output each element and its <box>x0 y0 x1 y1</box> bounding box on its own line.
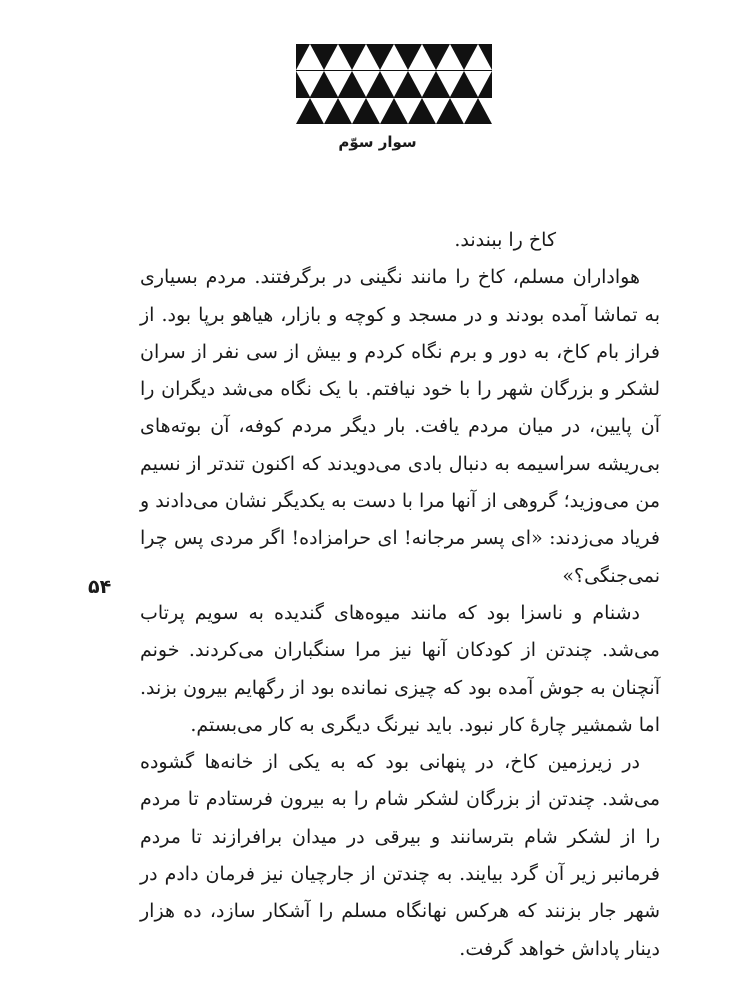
body-text <box>140 222 660 968</box>
chapter-title: سوار سوّم <box>338 133 417 151</box>
paragraph: در زیرزمین کاخ، در پنهانی بود که به یکی از خانه‌ها گشوده می‌شد. چندتن از بزرگان لشکر شام را به بیرون فرستادم تا مردم را از لشکر شام بترسانند و بیرقی در میدان برافرازند تا مردم فرمانبر زیر آن گرد بیایند. به چندتن از جارچیان نیز فرمان دادم در شهر جار بزنند که هرکس نهانگاه مسلم را آشکار سازد، ده هزار دینار پاداش خواهد گرفت. <box>140 751 660 960</box>
paragraph: هواداران مسلم، کاخ را مانند نگینی در برگرفتند. مردم بسیاری به تماشا آمده بودند و در مسجد و کوچه و بازار، هیاهو برپا بود. از فراز بام کاخ، به دور و برم نگاه کردم و بیش از سی نفر از سران لشکر و بزرگان شهر را با خود نیافتم. با یک نگاه می‌شد دیگران را آن پایین، در میان مردم یافت. بار دیگر مردم کوفه، آن بوته‌های بی‌ریشه سراسیمه به دنبال بادی می‌دویدند که اکنون تندتر از نسیم من می‌وزید؛ گروهی از آنها مرا با دست به یکدیگر نشان می‌دادند و فریاد می‌زدند: «ای پسر مرجانه! ای حرامزاده! اگر مردی پس چرا نمی‌جنگی؟» <box>140 266 660 587</box>
paragraph: کاخ را ببندند. <box>454 229 556 251</box>
triangle-pattern-ornament <box>296 44 492 124</box>
page-number: ۵۴ <box>88 576 112 598</box>
paragraph: دشنام و ناسزا بود که مانند میوه‌های گندیده به سویم پرتاب می‌شد. چندتن از کودکان آنها نیز مرا سنگباران می‌کردند. خونم آنچنان به جوش آمده بود که چیزی نمانده بود از رگهایم بیرون بزند. اما شمشیر چارهٔ کار نبود. باید نیرنگ دیگری به کار می‌بستم. <box>140 601 660 736</box>
